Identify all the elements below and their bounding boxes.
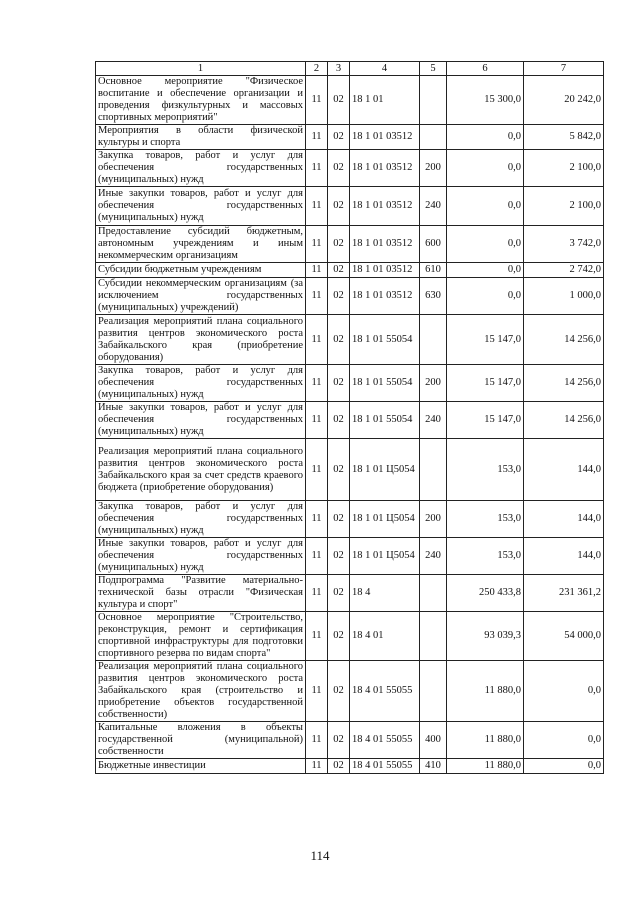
amount-col7-cell: 0,0 [524,759,604,774]
expense-type-cell: 410 [420,759,447,774]
subsection-cell: 02 [328,439,350,501]
subsection-cell: 02 [328,76,350,125]
target-code-cell: 18 1 01 Ц5054 [350,439,420,501]
section-cell: 11 [306,538,328,575]
table-header [96,62,604,76]
row-name-cell: Основное мероприятие "Строительство, реконструкция, ремонт и сертификация спортивной инфраструктуры для подготовки спортивного резерва по видам спорта" [96,612,306,661]
amount-col6-cell: 11 880,0 [447,722,524,759]
header-cell: 3 [328,62,350,76]
section-cell: 11 [306,150,328,187]
target-code-cell: 18 1 01 03512 [350,187,420,226]
target-code-cell: 18 1 01 55054 [350,365,420,402]
table-row [96,150,604,187]
amount-col6-cell: 15 147,0 [447,315,524,365]
amount-col6-cell: 93 039,3 [447,612,524,661]
amount-col6-cell: 11 880,0 [447,759,524,774]
subsection-cell: 02 [328,402,350,439]
expense-type-cell: 200 [420,365,447,402]
row-name-cell: Иные закупки товаров, работ и услуг для обеспечения государственных (муниципальных) нужд [96,538,306,575]
amount-col6-cell: 153,0 [447,501,524,538]
section-cell: 11 [306,612,328,661]
table-row [96,226,604,263]
table-row [96,187,604,226]
target-code-cell: 18 1 01 03512 [350,125,420,150]
target-code-cell: 18 1 01 [350,76,420,125]
amount-col6-cell: 153,0 [447,439,524,501]
subsection-cell: 02 [328,575,350,612]
expense-type-cell: 240 [420,402,447,439]
target-code-cell: 18 4 01 [350,612,420,661]
section-cell: 11 [306,722,328,759]
amount-col7-cell: 2 100,0 [524,187,604,226]
expense-type-cell [420,315,447,365]
subsection-cell: 02 [328,150,350,187]
header-cell: 1 [96,62,306,76]
amount-col6-cell: 15 300,0 [447,76,524,125]
table-row [96,402,604,439]
section-cell: 11 [306,278,328,315]
expense-type-cell [420,612,447,661]
section-cell: 11 [306,365,328,402]
target-code-cell: 18 1 01 03512 [350,226,420,263]
expense-type-cell: 240 [420,538,447,575]
subsection-cell: 02 [328,538,350,575]
table-row [96,263,604,278]
expense-type-cell [420,125,447,150]
expense-type-cell: 200 [420,501,447,538]
section-cell: 11 [306,661,328,722]
section-cell: 11 [306,501,328,538]
target-code-cell: 18 1 01 03512 [350,278,420,315]
section-cell: 11 [306,575,328,612]
target-code-cell: 18 1 01 55054 [350,315,420,365]
target-code-cell: 18 4 01 55055 [350,661,420,722]
subsection-cell: 02 [328,226,350,263]
header-cell: 6 [447,62,524,76]
subsection-cell: 02 [328,187,350,226]
section-cell: 11 [306,125,328,150]
subsection-cell: 02 [328,278,350,315]
amount-col6-cell: 0,0 [447,187,524,226]
expense-type-cell [420,76,447,125]
section-cell: 11 [306,76,328,125]
row-name-cell: Субсидии некоммерческим организациям (за исключением государственных (муниципальных) учреждений) [96,278,306,315]
row-name-cell: Предоставление субсидий бюджетным, автономным учреждениям и иным некоммерческим организациям [96,226,306,263]
amount-col7-cell: 14 256,0 [524,402,604,439]
amount-col6-cell: 153,0 [447,538,524,575]
subsection-cell: 02 [328,722,350,759]
amount-col7-cell: 14 256,0 [524,315,604,365]
expense-type-cell [420,575,447,612]
section-cell: 11 [306,187,328,226]
table-row [96,722,604,759]
row-name-cell: Закупка товаров, работ и услуг для обеспечения государственных (муниципальных) нужд [96,150,306,187]
amount-col7-cell: 0,0 [524,661,604,722]
table-row [96,501,604,538]
target-code-cell: 18 1 01 03512 [350,263,420,278]
amount-col7-cell: 231 361,2 [524,575,604,612]
row-name-cell: Основное мероприятие "Физическое воспитание и обеспечение организации и проведения физкультурных и массовых спортивных мероприятий" [96,76,306,125]
expense-type-cell: 200 [420,150,447,187]
amount-col7-cell: 0,0 [524,722,604,759]
header-row [96,62,604,76]
row-name-cell: Иные закупки товаров, работ и услуг для обеспечения государственных (муниципальных) нужд [96,402,306,439]
target-code-cell: 18 1 01 03512 [350,150,420,187]
expense-type-cell: 600 [420,226,447,263]
row-name-cell: Мероприятия в области физической культуры и спорта [96,125,306,150]
section-cell: 11 [306,226,328,263]
header-cell: 2 [306,62,328,76]
target-code-cell: 18 4 01 55055 [350,759,420,774]
amount-col7-cell: 144,0 [524,538,604,575]
amount-col6-cell: 11 880,0 [447,661,524,722]
section-cell: 11 [306,315,328,365]
table-row [96,612,604,661]
expense-type-cell: 400 [420,722,447,759]
amount-col6-cell: 0,0 [447,150,524,187]
expense-type-cell: 610 [420,263,447,278]
table-row [96,439,604,501]
amount-col7-cell: 2 100,0 [524,150,604,187]
subsection-cell: 02 [328,263,350,278]
row-name-cell: Реализация мероприятий плана социального развития центров экономического роста Забайкальского края (строительство и приобретение объектов государственной собственности) [96,661,306,722]
section-cell: 11 [306,439,328,501]
expense-type-cell: 240 [420,187,447,226]
target-code-cell: 18 1 01 Ц5054 [350,501,420,538]
row-name-cell: Бюджетные инвестиции [96,759,306,774]
table-row [96,278,604,315]
table-row [96,76,604,125]
amount-col6-cell: 15 147,0 [447,402,524,439]
amount-col6-cell: 0,0 [447,278,524,315]
row-name-cell: Подпрограмма "Развитие материально-технической базы отрасли "Физическая культура и спорт" [96,575,306,612]
subsection-cell: 02 [328,315,350,365]
table-row [96,759,604,774]
table-row [96,538,604,575]
table-row [96,365,604,402]
section-cell: 11 [306,759,328,774]
section-cell: 11 [306,263,328,278]
target-code-cell: 18 4 [350,575,420,612]
amount-col6-cell: 0,0 [447,125,524,150]
subsection-cell: 02 [328,661,350,722]
row-name-cell: Закупка товаров, работ и услуг для обеспечения государственных (муниципальных) нужд [96,501,306,538]
amount-col7-cell: 54 000,0 [524,612,604,661]
subsection-cell: 02 [328,125,350,150]
amount-col6-cell: 15 147,0 [447,365,524,402]
target-code-cell: 18 1 01 Ц5054 [350,538,420,575]
table-body [96,76,604,774]
amount-col7-cell: 2 742,0 [524,263,604,278]
budget-table [95,61,604,774]
amount-col7-cell: 144,0 [524,439,604,501]
amount-col6-cell: 0,0 [447,226,524,263]
amount-col7-cell: 20 242,0 [524,76,604,125]
row-name-cell: Закупка товаров, работ и услуг для обеспечения государственных (муниципальных) нужд [96,365,306,402]
subsection-cell: 02 [328,759,350,774]
table-row [96,575,604,612]
table-row [96,125,604,150]
row-name-cell: Реализация мероприятий плана социального развития центров экономического роста Забайкальского края (приобретение оборудования) [96,315,306,365]
table-row [96,315,604,365]
amount-col7-cell: 144,0 [524,501,604,538]
target-code-cell: 18 4 01 55055 [350,722,420,759]
target-code-cell: 18 1 01 55054 [350,402,420,439]
row-name-cell: Капитальные вложения в объекты государственной (муниципальной) собственности [96,722,306,759]
row-name-cell: Иные закупки товаров, работ и услуг для обеспечения государственных (муниципальных) нужд [96,187,306,226]
subsection-cell: 02 [328,612,350,661]
row-name-cell: Реализация мероприятий плана социального развития центров экономического роста Забайкальского края за счет средств краевого бюджета (приобретение оборудования) [96,439,306,501]
header-cell: 5 [420,62,447,76]
amount-col7-cell: 3 742,0 [524,226,604,263]
header-cell: 7 [524,62,604,76]
row-name-cell: Субсидии бюджетным учреждениям [96,263,306,278]
amount-col7-cell: 1 000,0 [524,278,604,315]
amount-col6-cell: 250 433,8 [447,575,524,612]
subsection-cell: 02 [328,501,350,538]
table-row [96,661,604,722]
amount-col7-cell: 14 256,0 [524,365,604,402]
amount-col6-cell: 0,0 [447,263,524,278]
subsection-cell: 02 [328,365,350,402]
header-cell: 4 [350,62,420,76]
expense-type-cell: 630 [420,278,447,315]
amount-col7-cell: 5 842,0 [524,125,604,150]
expense-type-cell [420,661,447,722]
expense-type-cell [420,439,447,501]
section-cell: 11 [306,402,328,439]
page-number: 114 [310,848,330,863]
